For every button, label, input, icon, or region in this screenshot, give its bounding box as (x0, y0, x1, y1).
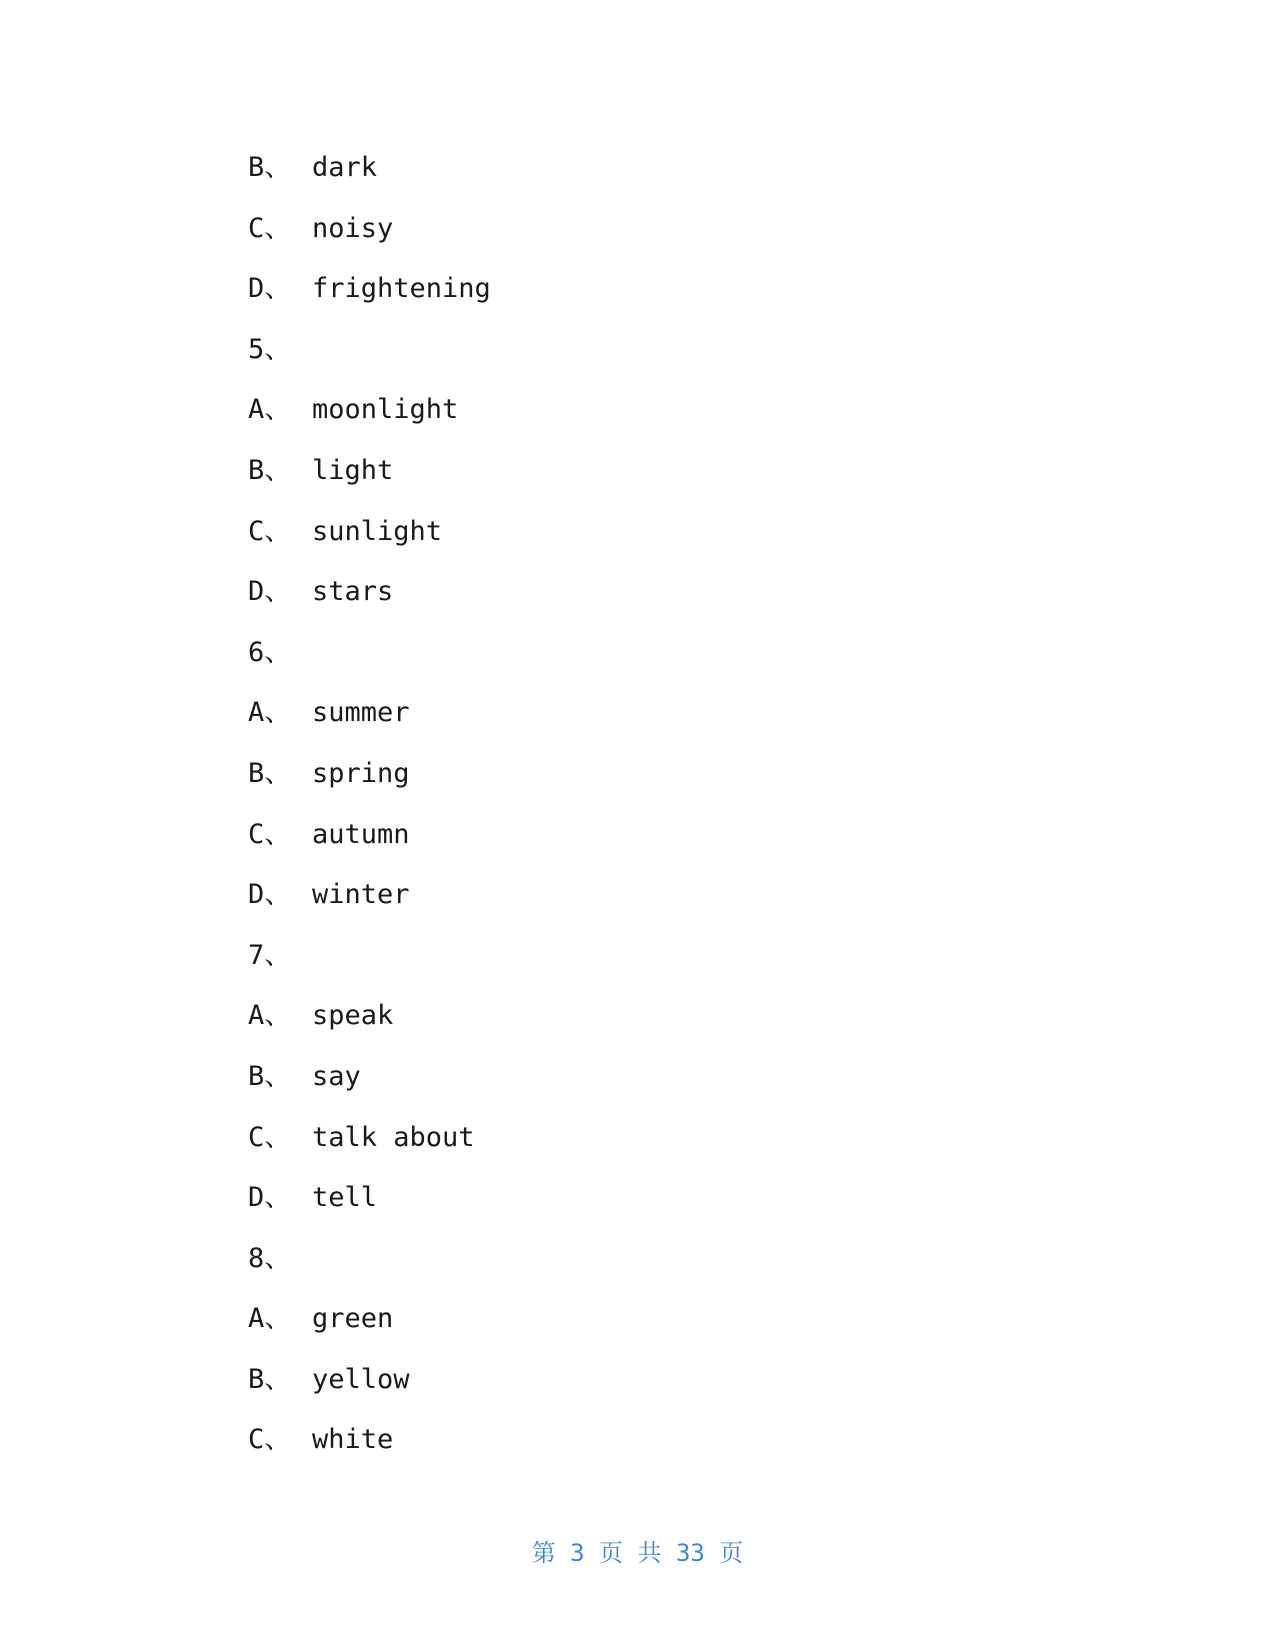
option-text: spring (312, 757, 410, 789)
question-number-line (248, 1239, 491, 1300)
answer-option (248, 693, 491, 754)
question-number: 6、 (248, 636, 292, 668)
answer-option (248, 1360, 491, 1421)
question-number-line (248, 330, 491, 391)
answer-option (248, 1057, 491, 1118)
option-letter: B、 (248, 757, 292, 789)
option-letter: D、 (248, 879, 292, 911)
option-text: tell (312, 1182, 378, 1214)
option-text: white (312, 1424, 394, 1456)
answer-option (248, 209, 491, 270)
answer-option (248, 1420, 491, 1481)
question-number: 5、 (248, 333, 292, 365)
answer-option (248, 390, 491, 451)
answer-option (248, 1178, 491, 1239)
answer-option (248, 1299, 491, 1360)
answer-option (248, 1118, 491, 1179)
question-number-line (248, 633, 491, 694)
option-text: say (312, 1060, 361, 1092)
option-letter: C、 (248, 818, 292, 850)
answer-option (248, 512, 491, 573)
option-text: talk about (312, 1121, 475, 1153)
option-text: light (312, 454, 394, 486)
option-letter: B、 (248, 152, 292, 183)
option-letter: A、 (248, 1303, 292, 1335)
page-footer: 第 3 页 共 33 页 (531, 1539, 744, 1567)
option-letter: D、 (248, 576, 292, 608)
answer-option (248, 451, 491, 512)
option-letter: C、 (248, 212, 292, 244)
question-list (248, 148, 491, 1481)
option-text: moonlight (312, 394, 459, 426)
answer-option (248, 996, 491, 1057)
answer-option (248, 875, 491, 936)
option-letter: C、 (248, 515, 292, 547)
option-text: yellow (312, 1363, 410, 1395)
option-text: sunlight (312, 515, 443, 547)
option-letter: B、 (248, 454, 292, 486)
answer-option (248, 572, 491, 633)
question-number-line (248, 936, 491, 997)
option-letter: B、 (248, 1363, 292, 1395)
option-letter: D、 (248, 1182, 292, 1214)
option-text: dark (312, 152, 378, 183)
option-text: speak (312, 1000, 394, 1032)
option-text: winter (312, 879, 410, 911)
option-text: summer (312, 697, 410, 729)
answer-option (248, 269, 491, 330)
option-letter: A、 (248, 697, 292, 729)
option-letter: C、 (248, 1424, 292, 1456)
question-number: 8、 (248, 1242, 292, 1274)
option-letter: D、 (248, 273, 292, 305)
answer-option (248, 148, 491, 209)
option-text: autumn (312, 818, 410, 850)
answer-option (248, 815, 491, 876)
option-letter: B、 (248, 1060, 292, 1092)
option-letter: C、 (248, 1121, 292, 1153)
option-letter: A、 (248, 394, 292, 426)
option-text: stars (312, 576, 394, 608)
option-text: green (312, 1303, 394, 1335)
option-text: noisy (312, 212, 394, 244)
answer-option (248, 754, 491, 815)
question-number: 7、 (248, 939, 292, 971)
option-text: frightening (312, 273, 491, 305)
option-letter: A、 (248, 1000, 292, 1032)
